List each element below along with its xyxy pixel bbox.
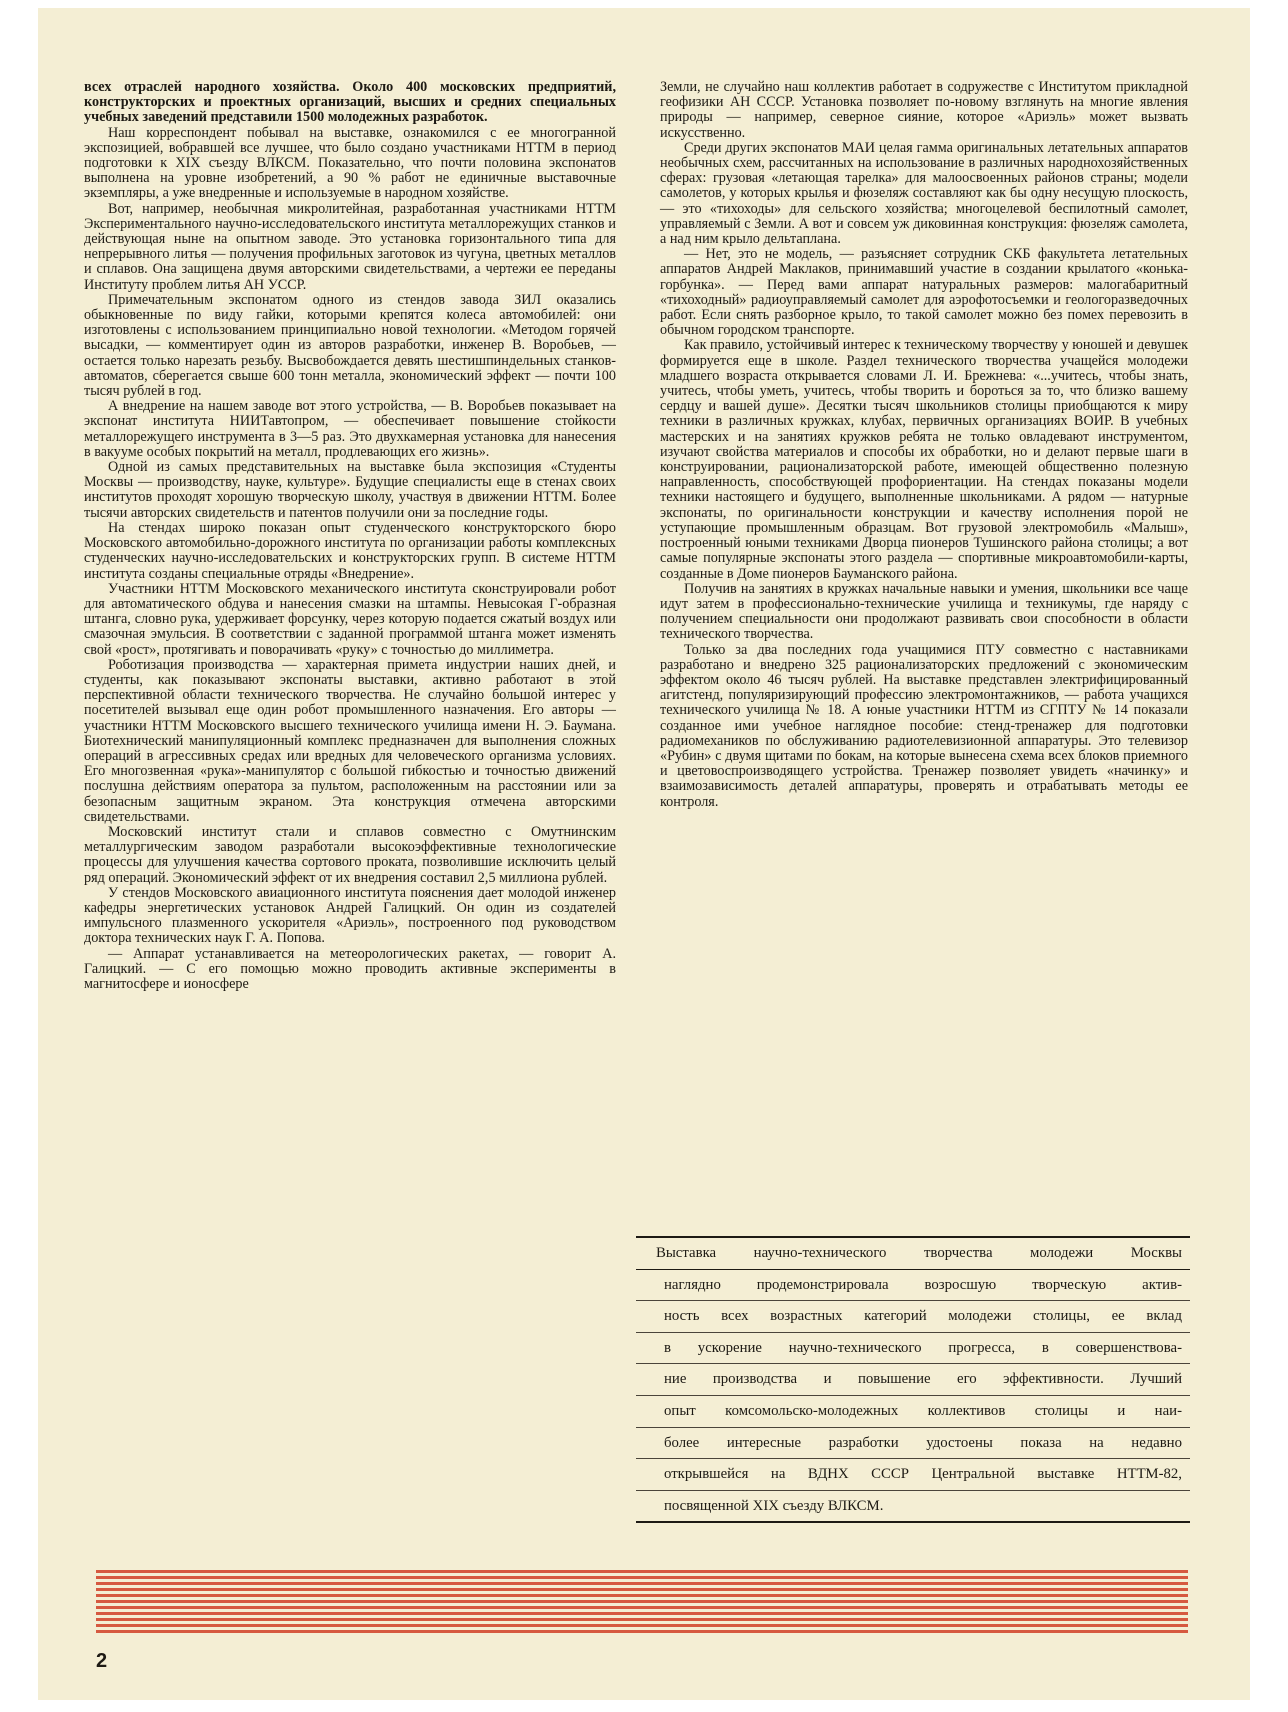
- paragraph: всех отраслей народного хозяйства. Около 400 московских предприятий, конструкторских и проектных организаций, высших и средних специальных учебных заведений представили 1500 молодежных разработок.: [84, 79, 616, 126]
- left-column: [84, 80, 616, 992]
- paragraph: Роботизация производства — характерная примета индустрии наших дней, и студенты, как показывают экспонаты выставки, активно работают в этой перспективной области технического творчества. Не случайно большой интерес у посетителей вызывал еще один робот промышленного назначения. Его авторы — участники НТТМ Московского высшего технического училища имени Н. Э. Баумана. Биотехнический манипуляционный комплекс предназначен для выполнения сложных операций в агрессивных средах или вредных для человеческого организма условиях. Его многозвенная «рука»-манипулятор с большой гибкостью и точностью движений послушна действиям оператора за пультом, расположенным на расстоянии или за безопасным защитным экраном. Эта конструкция отмечена авторскими свидетельствами.: [84, 656, 616, 825]
- paragraph: — Аппарат устанавливается на метеорологических ракетах, — говорит А. Галицкий. — С его помощью можно проводить активные эксперименты в магнитосфере и ионосфере: [84, 945, 616, 992]
- callout-line: посвященной XIX съезду ВЛКСМ.: [664, 1497, 884, 1514]
- callout-line: более интересные разработки удостоены показа на недавно: [636, 1428, 1190, 1460]
- paragraph: Земли, не случайно наш коллектив работает в содружестве с Институтом прикладной геофизики АН СССР. Установка позволяет по-новому взглянуть на многие явления природы — например, северное сияние, которое «Ариэль» может вызвать искусственно.: [660, 79, 1188, 141]
- paragraph: — Нет, это не модель, — разъясняет сотрудник СКБ факультета летательных аппаратов Андрей Маклаков, принимавший участие в создании крылатого «конька-горбунка». — Перед вами аппарат натуральных размеров: малогабаритный «тихоходный» радиоуправляемый самолет для аэрофотосъемки и геологоразведочных работ. Если снять разборное крыло, то такой самолет можно без помех перевозить в обычном городском транспорте.: [660, 246, 1188, 339]
- paragraph: Примечательным экспонатом одного из стендов завода ЗИЛ оказались обыкновенные по виду гайки, которыми крепятся колеса автомобилей: они изготовлены с использованием принципиально новой технологии. «Методом горячей высадки, — комментирует один из авторов разработки, инженер В. Воробьев, — остается только нарезать резьбу. Высвобождается девять шестишпиндельных станков-автоматов, сберегается свыше 600 тонн металла, экономический эффект — почти 100 тысяч рублей в год.: [84, 291, 616, 400]
- paragraph: А внедрение на нашем заводе вот этого устройства, — В. Воробьев показывает на экспонат института НИИТавтопром, — обеспечивает повышение стойкости металлорежущего инструмента в 3—5 раз. Это двухкамерная установка для нанесения в вакууме особых покрытий на металл, продлевающих его жизнь».: [84, 398, 616, 460]
- summary-callout-box: [636, 1236, 1190, 1523]
- paragraph: Вот, например, необычная микролитейная, разработанная участниками НТТМ Экспериментального научно-исследовательского института металлорежущих станков и действующая ныне на опытном заводе. Это установка горизонтального типа для непрерывного литья — получения профильных заготовок из чугуна, цветных металлов и сплавов. Она защищена двумя авторскими свидетельствами, а чертежи ее переданы Институту проблем литья АН УССР.: [84, 200, 616, 293]
- page-number: 2: [96, 1650, 108, 1672]
- callout-line: наглядно продемонстрировала возросшую творческую актив-: [636, 1270, 1190, 1302]
- right-column: [660, 80, 1188, 810]
- paragraph: У стендов Московского авиационного института пояснения дает молодой инженер кафедры энергетических установок Андрей Галицкий. Он один из создателей импульсного плазменного ускорителя «Ариэль», построенного под руководством доктора технических наук Г. А. Попова.: [84, 884, 616, 947]
- magazine-page: [38, 8, 1250, 1700]
- paragraph: На стендах широко показан опыт студенческого конструкторского бюро Московского автомобильно-дорожного института по организации работы комплексных студенческих научно-исследовательских и конструкторских групп. В системе НТТМ института созданы специальные отряды «Внедрение».: [84, 519, 616, 582]
- paragraph: Как правило, устойчивый интерес к техническому творчеству у юношей и девушек формируется еще в школе. Раздел технического творчества учащейся молодежи младшего возраста открывается словами Л. И. Брежнева: «...учитесь, чтобы знать, учитесь, чтобы уметь, учитесь, чтобы творить и бороться за то, что близко вашему сердцу и вашей душе». Десятки тысяч школьников столицы приобщаются к миру техники в различных кружках, клубах, первичных организациях ВОИР. В учебных мастерских и на занятиях кружков ребята не только овладевают инструментом, изучают свойства материалов и способы их обработки, но и делают первые шаги в конструировании, рационализаторской работе, имеющей общественно полезную направленность, способствующей профориентации. На стендах показаны модели техники настоящего и будущего, выполненные школьниками. А рядом — натурные экспонаты, по оригинальности конструкции и качеству исполнения порой не уступающие промышленным образцам. Вот грузовой электромобиль «Малыш», построенный юными техниками Дворца пионеров Тушинского района столицы; а вот самые популярные экспонаты этого раздела — спортивные микроавтомобили-карты, созданные в Доме пионеров Бауманского района.: [660, 337, 1188, 582]
- callout-line: опыт комсомольско-молодежных коллективов столицы и наи-: [636, 1396, 1190, 1428]
- paragraph: Только за два последних года учащимися ПТУ совместно с наставниками разработано и внедрено 325 рационализаторских предложений с экономическим эффектом около 46 тысяч рублей. На выставке представлен электрифицированный агитстенд, популяризирующий профессию электромонтажников, — работа учащихся технического училища № 18. А юные участники НТТМ из СГПТУ № 14 показали созданное ими учебное наглядное пособие: стенд-тренажер для подготовки радиомехаников по обслуживанию радиотелевизионной аппаратуры. Это телевизор «Рубин» с двумя щитами по бокам, на которые вынесена схема всех блоков приемного и цветовоспроизводящего устройства. Тренажер позволяет увидеть «начинку» и взаимозависимость деталей аппаратуры, проверять и отрабатывать методы ее контроля.: [660, 641, 1188, 810]
- paragraph: Одной из самых представительных на выставке была экспозиция «Студенты Москвы — производству, науке, культуре». Будущие специалисты еще в стенах своих институтов проходят хорошую творческую школу, участвуя в движении НТТМ. Более тысячи авторских свидетельств и патентов получили они за последние годы.: [84, 459, 616, 521]
- callout-line: в ускорение научно-технического прогресса, в совершенствова-: [636, 1333, 1190, 1365]
- callout-line: Выставка научно-технического творчества молодежи Москвы: [636, 1238, 1190, 1270]
- paragraph: Наш корреспондент побывал на выставке, ознакомился с ее многогранной экспозицией, вобравшей все лучшее, что было создано участниками НТТМ в период подготовки к XIX съезду ВЛКСМ. Показательно, что почти половина экспонатов выполнена на уровне изобретений, а 90 % работ не единичные выставочные экземпляры, а уже внедренные и используемые в народном хозяйстве.: [84, 124, 616, 202]
- paragraph: Участники НТТМ Московского механического института сконструировали робот для автоматического обдува и нанесения смазки на штампы. Невысокая Г-образная штанга, словно рука, удерживает форсунку, через которую подается сжатый воздух или смазочная эмульсия. В соответствии с заданной программой штанга может изменять свой «рост», протягивать и поворачивать «руку» с точностью до миллиметра.: [84, 580, 616, 658]
- paragraph: Получив на занятиях в кружках начальные навыки и умения, школьники все чаще идут затем в профессионально-технические училища и техникумы, где наряду с получением специальности они продолжают развивать свои способности в области технического творчества.: [660, 580, 1188, 643]
- paragraph: Среди других экспонатов МАИ целая гамма оригинальных летательных аппаратов необычных схем, рассчитанных на использование в различных народнохозяйственных сферах: грузовая «летающая тарелка» для малоосвоенных районов страны; модели самолетов, у которых крылья и фюзеляж составляют как бы одну несущую плоскость, — это «тихоходы» для сельского хозяйства; многоцелевой беспилотный самолет, управляемый с Земли. А вот и совсем уж диковинная конструкция: фюзеляж самолета, а над ним крыло дельтаплана.: [660, 139, 1188, 248]
- decorative-red-stripes: [96, 1570, 1188, 1636]
- callout-line: ние производства и повышение его эффективности. Лучший: [636, 1364, 1190, 1396]
- callout-line: открывшейся на ВДНХ СССР Центральной выставке НТТМ-82,: [636, 1459, 1190, 1491]
- callout-line: ность всех возрастных категорий молодежи столицы, ее вклад: [636, 1301, 1190, 1333]
- paragraph: Московский институт стали и сплавов совместно с Омутнинским металлургическим заводом разработали высокоэффективные технологические процессы для улучшения качества сортового проката, позволившие исключить целый ряд операций. Экономический эффект от их внедрения составил 2,5 миллиона рублей.: [84, 823, 616, 886]
